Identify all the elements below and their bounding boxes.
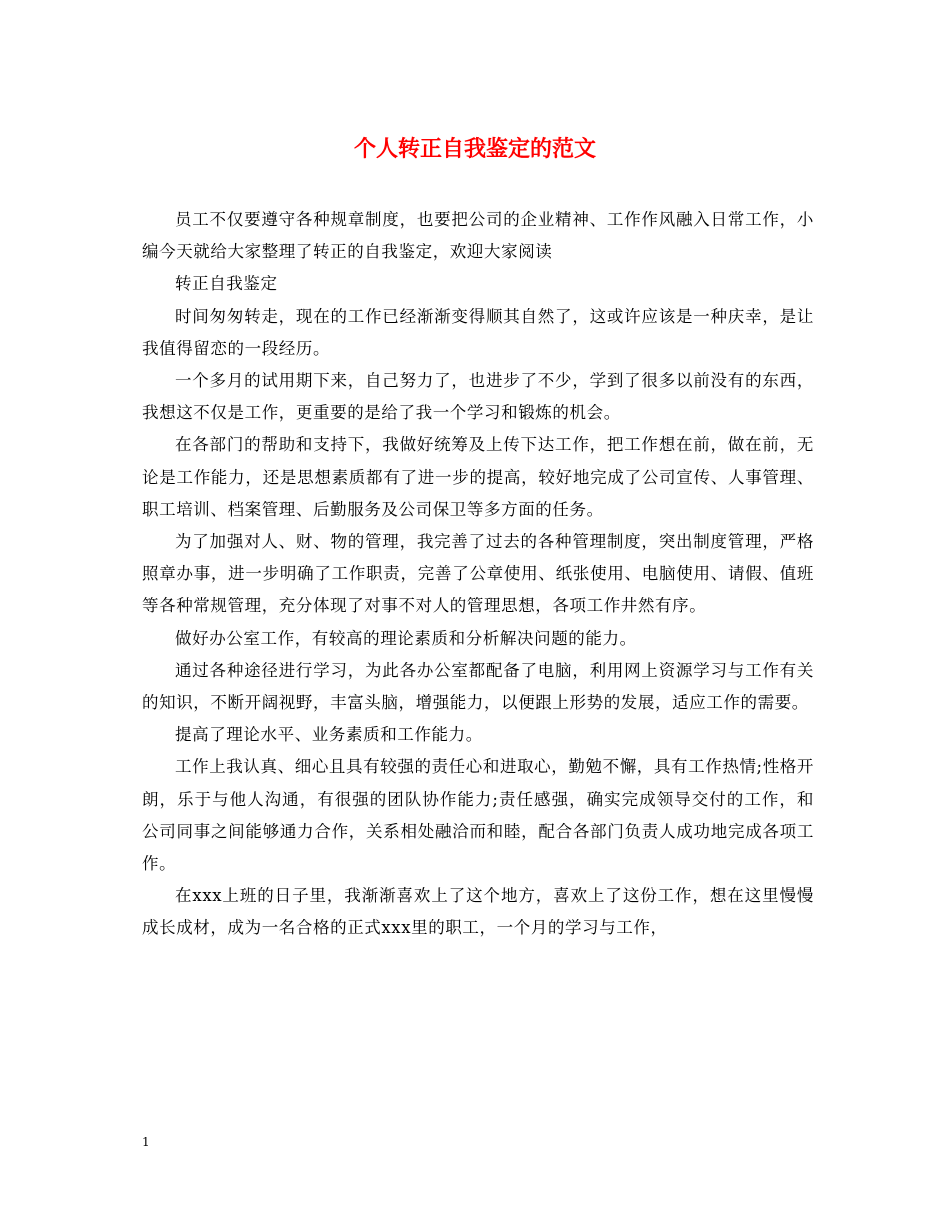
paragraph: 做好办公室工作，有较高的理论素质和分析解决问题的能力。 [175,628,637,648]
page-number: 1 [142,1135,150,1149]
section-heading: 转正自我鉴定 [175,274,278,294]
paragraph-intro: 员工不仅要遵守各种规章制度，也要把公司的企业精神、工作作风融入日常工作，小编今天就给大家整理了转正的自我鉴定，欢迎大家阅读 [142,210,814,262]
paragraph: 提高了理论水平、业务素质和工作能力。 [175,725,483,745]
paragraph: 在xxx上班的日子里，我渐渐喜欢上了这个地方，喜欢上了这份工作，想在这里慢慢成长成材，成为一名合格的正式xxx里的职工，一个月的学习与工作， [142,886,814,938]
document-title: 个人转正自我鉴定的范文 [353,136,596,162]
paragraph: 工作上我认真、细心且具有较强的责任心和进取心，勤勉不懈，具有工作热情;性格开朗，乐于与他人沟通，有很强的团队协作能力;责任感强，确实完成领导交付的工作，和公司同事之间能够通力合作，关系相处融洽而和睦，配合各部门负责人成功地完成各项工作。 [142,757,814,874]
paragraph: 一个多月的试用期下来，自己努力了，也进步了不少，学到了很多以前没有的东西，我想这不仅是工作，更重要的是给了我一个学习和锻炼的机会。 [142,371,814,423]
paragraph: 在各部门的帮助和支持下，我做好统筹及上传下达工作，把工作想在前，做在前，无论是工作能力，还是思想素质都有了进一步的提高，较好地完成了公司宣传、人事管理、职工培训、档案管理、后勤服务及公司保卫等多方面的任务。 [142,435,814,519]
paragraph: 通过各种途径进行学习，为此各办公室都配备了电脑，利用网上资源学习与工作有关的知识，不断开阔视野，丰富头脑，增强能力，以便跟上形势的发展，适应工作的需要。 [142,660,814,713]
paragraph: 时间匆匆转走，现在的工作已经渐渐变得顺其自然了，这或许应该是一种庆幸，是让我值得留恋的一段经历。 [142,306,814,358]
document-body [142,204,814,945]
paragraph: 为了加强对人、财、物的管理，我完善了过去的各种管理制度，突出制度管理，严格照章办事，进一步明确了工作职责，完善了公章使用、纸张使用、电脑使用、请假、值班等各种常规管理，充分体现了对事不对人的管理思想，各项工作井然有序。 [142,532,814,616]
